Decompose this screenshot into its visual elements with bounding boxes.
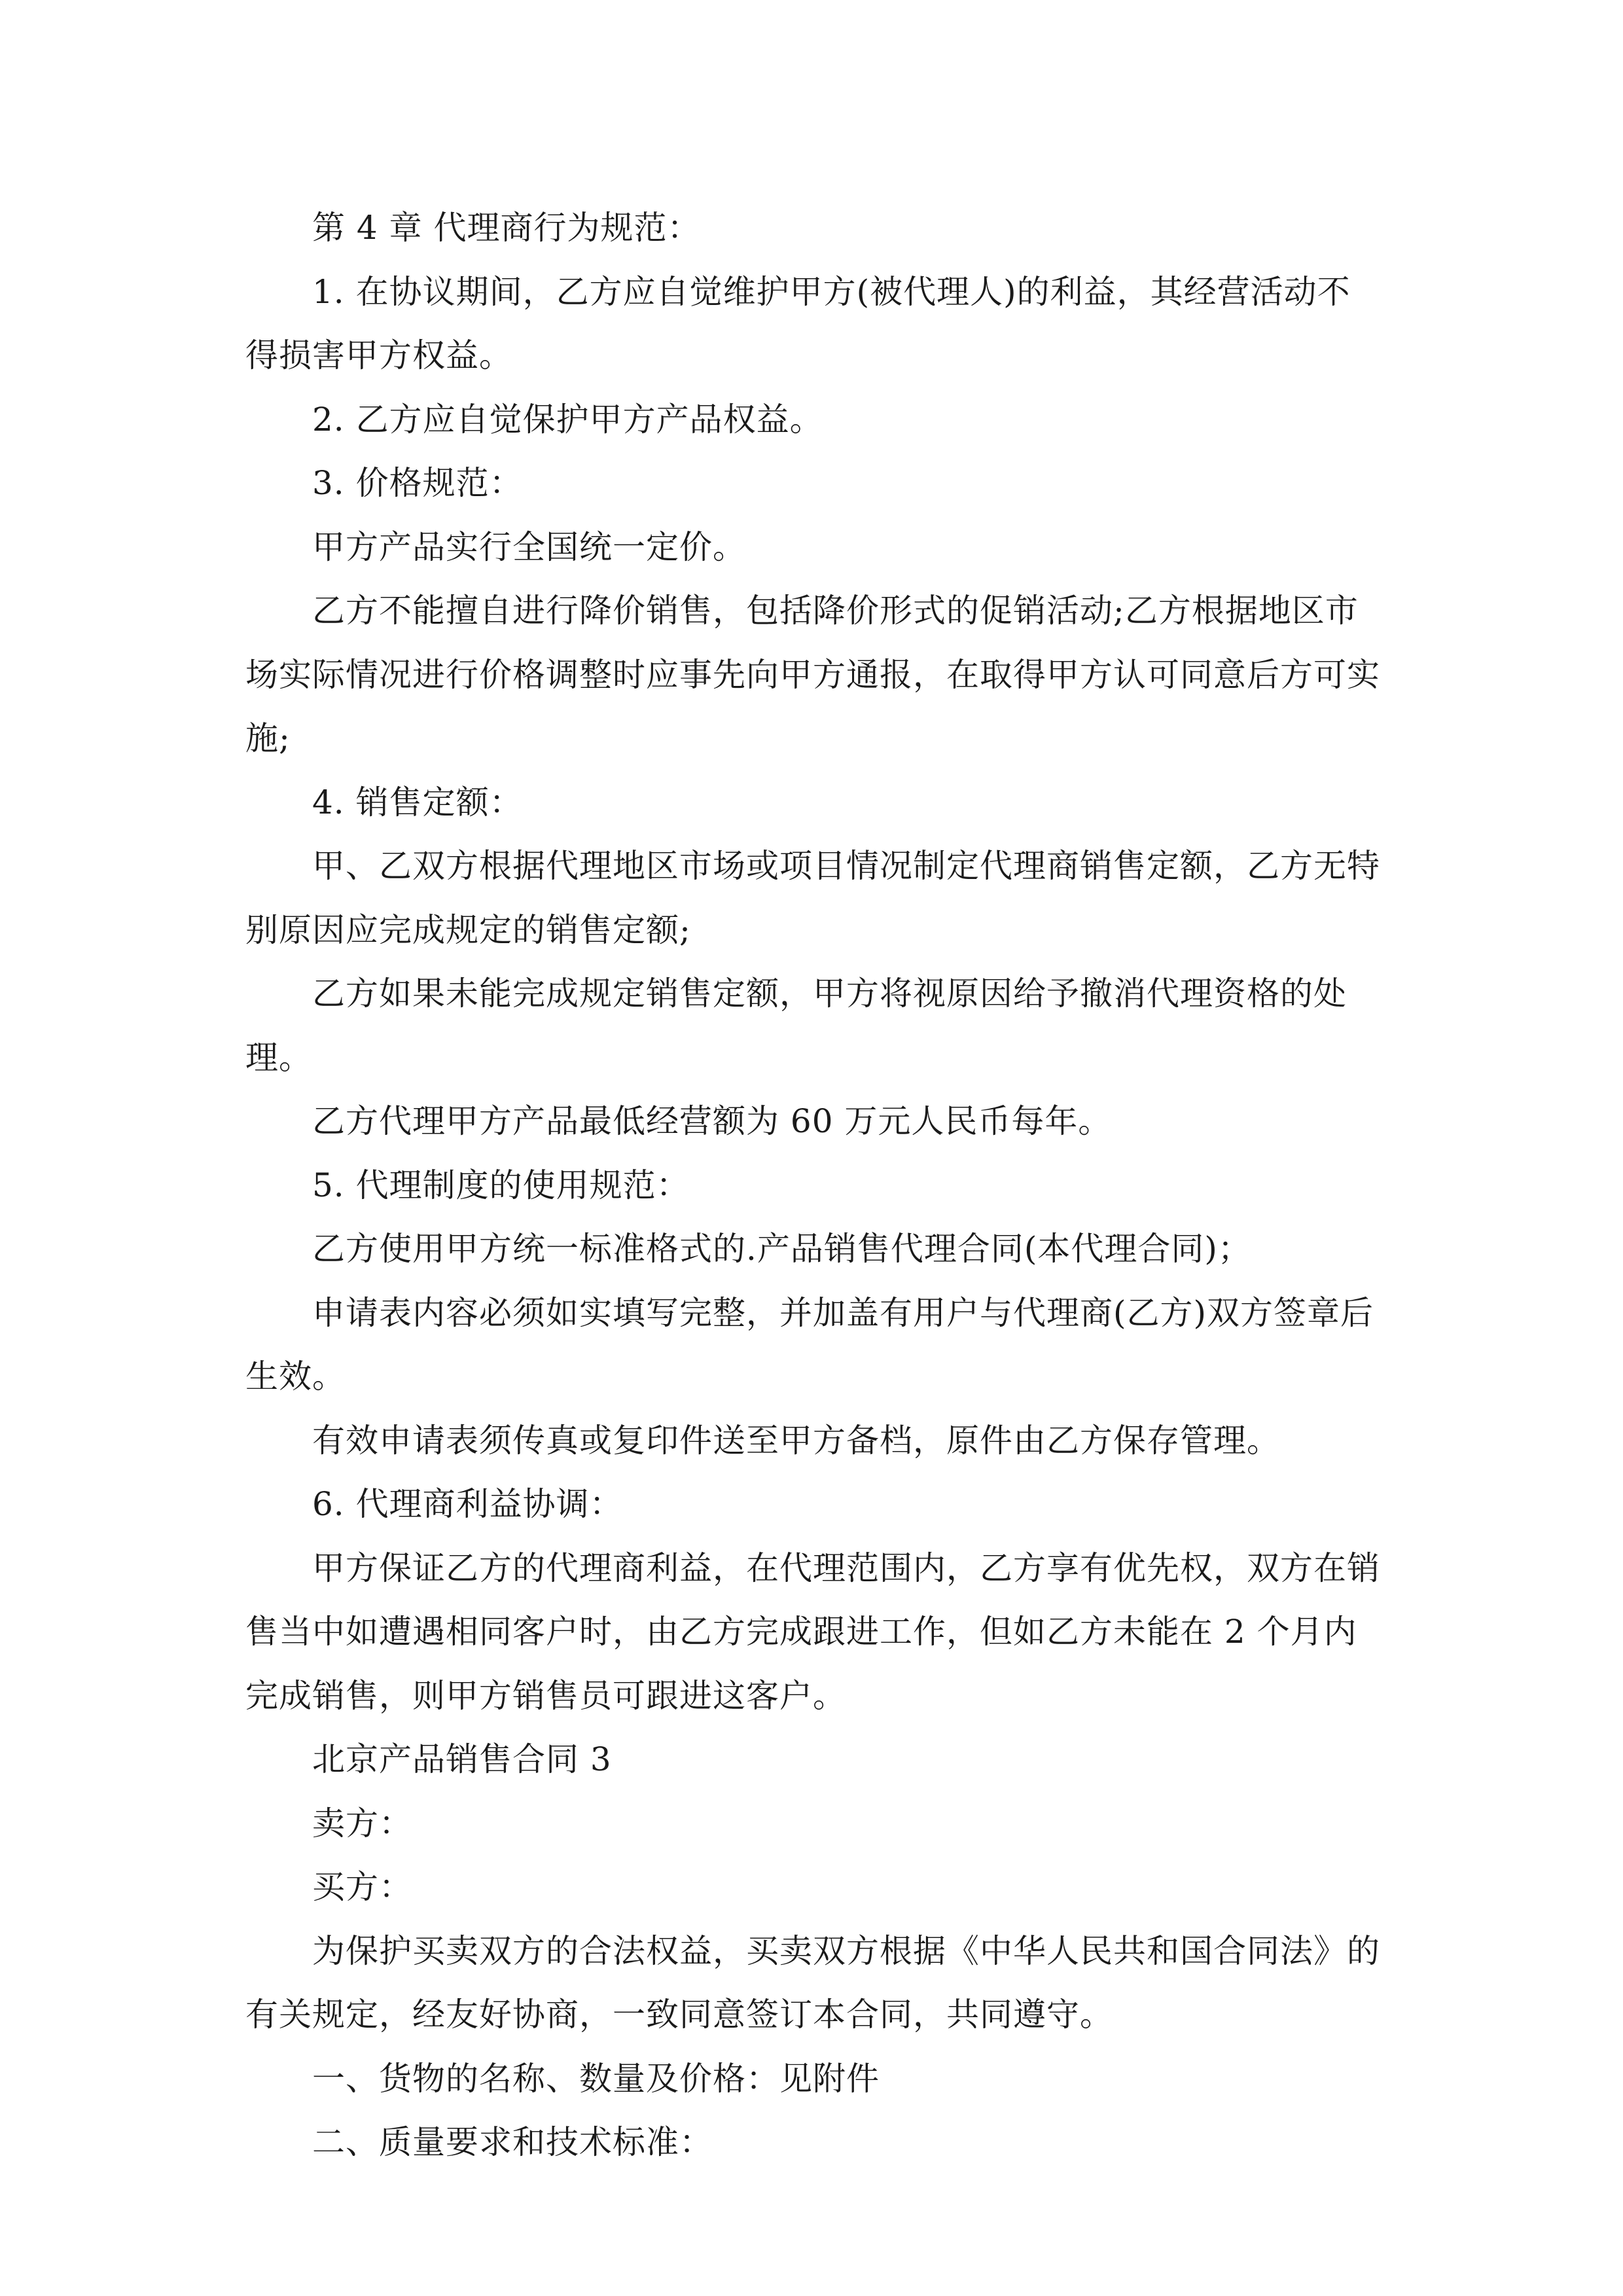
chapter-heading: 第 4 章 代理商行为规范： bbox=[312, 209, 701, 247]
paragraph: 1. 在协议期间，乙方应自觉维护甲方(被代理人)的利益，其经营活动不得损害甲方权益。 bbox=[245, 272, 1351, 374]
paragraph: 乙方不能擅自进行降价销售，包括降价形式的促销活动;乙方根据地区市场实际情况进行价格调整时应事先向甲方通报，在取得甲方认可同意后方可实施; bbox=[245, 592, 1380, 757]
seller-field: 卖方： bbox=[312, 1804, 412, 1842]
paragraph: 乙方如果未能完成规定销售定额，甲方将视原因给予撤消代理资格的处理。 bbox=[245, 975, 1347, 1077]
clause-heading: 二、质量要求和技术标准： bbox=[312, 2123, 713, 2161]
clause-heading: 一、货物的名称、数量及价格：见附件 bbox=[312, 2059, 880, 2098]
section-heading: 6. 代理商利益协调： bbox=[312, 1485, 623, 1523]
section-heading: 3. 价格规范： bbox=[312, 464, 523, 502]
paragraph: 为保护买卖双方的合法权益，买卖双方根据《中华人民共和国合同法》的有关规定，经友好协商，一致同意签订本合同，共同遵守。 bbox=[245, 1931, 1380, 2034]
section-heading: 5. 代理制度的使用规范： bbox=[312, 1166, 690, 1204]
paragraph: 2. 乙方应自觉保护甲方产品权益。 bbox=[312, 400, 823, 439]
paragraph: 甲、乙双方根据代理地区市场或项目情况制定代理商销售定额，乙方无特别原因应完成规定的销售定额; bbox=[245, 847, 1380, 949]
paragraph: 甲方产品实行全国统一定价。 bbox=[312, 528, 746, 566]
contract-title: 北京产品销售合同 3 bbox=[312, 1740, 612, 1778]
buyer-field: 买方： bbox=[312, 1868, 412, 1906]
document-body bbox=[245, 196, 1381, 2175]
paragraph: 乙方使用甲方统一标准格式的.产品销售代理合同(本代理合同)； bbox=[312, 1230, 1251, 1268]
paragraph: 乙方代理甲方产品最低经营额为 60 万元人民币每年。 bbox=[312, 1102, 1112, 1140]
paragraph: 甲方保证乙方的代理商利益，在代理范围内，乙方享有优先权，双方在销售当中如遭遇相同客户时，由乙方完成跟进工作，但如乙方未能在 2 个月内完成销售，则甲方销售员可跟进这客户。 bbox=[245, 1549, 1380, 1715]
paragraph: 申请表内容必须如实填写完整，并加盖有用户与代理商(乙方)双方签章后生效。 bbox=[245, 1293, 1374, 1395]
section-heading: 4. 销售定额： bbox=[312, 783, 523, 821]
paragraph: 有效申请表须传真或复印件送至甲方备档，原件由乙方保存管理。 bbox=[312, 1421, 1280, 1460]
